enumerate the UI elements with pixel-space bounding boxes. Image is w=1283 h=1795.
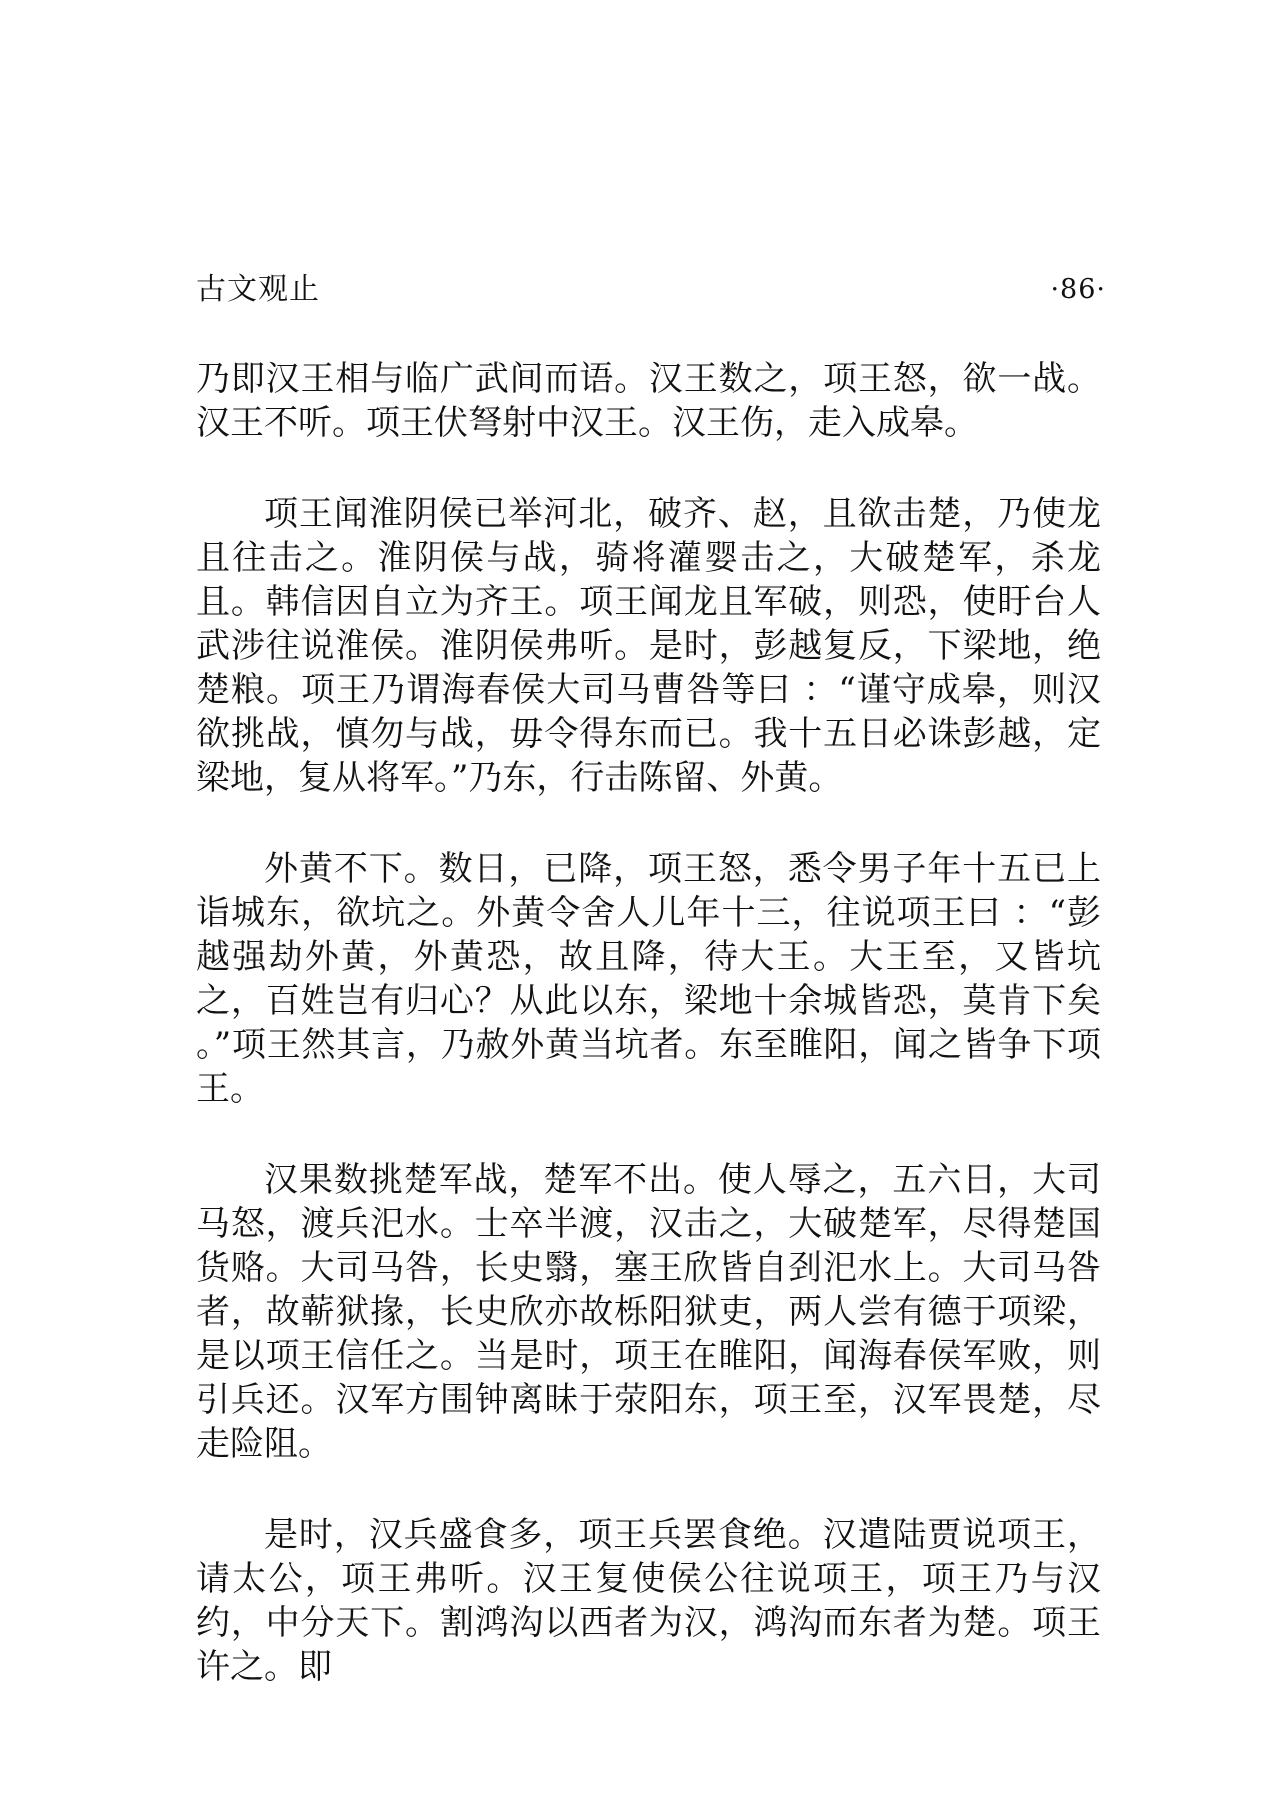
paragraph-5: 是时，汉兵盛食多，项王兵罢食绝。汉遣陆贾说项王，请太公，项王弗听。汉王复使侯公往说项王，项王乃与汉约，中分天下。割鸿沟以西者为汉，鸿沟而东者为楚。项王许之。即 [196,1515,1101,1687]
paragraph-2: 项王闻淮阴侯已举河北，破齐、赵，且欲击楚，乃使龙且往击之。淮阴侯与战，骑将灌婴击之，大破楚军，杀龙且。韩信因自立为齐王。项王闻龙且军破，则恐，使盱台人武涉往说淮侯。淮阴侯弗听。是时，彭越复反，下梁地，绝楚粮。项王乃谓海春侯大司马曹咎等曰 ：“谨守成皋，则汉欲挑战，慎勿与战，毋令得东而已。我十五日必诛彭越，定梁地，复从将军。”乃东，行击陈留、外黄。 [196,494,1101,798]
running-header [196,270,1106,310]
book-title: 古文观止 [196,272,320,307]
paragraph-1: 乃即汉王相与临广武间而语。汉王数之，项王怒，欲一战。汉王不听。项王伏弩射中汉王。汉王伤，走入成皋。 [196,359,1101,443]
paragraph-3: 外黄不下。数日，已降，项王怒，悉令男子年十五已上诣城东，欲坑之。外黄令舍人儿年十三，往说项王曰 ：“彭越强劫外黄，外黄恐，故且降，待大王。大王至，又皆坑之，百姓岂有归心？从此以东，梁地十余城皆恐，莫肯下矣 。”项王然其言，乃赦外黄当坑者。东至睢阳，闻之皆争下项王。 [196,849,1101,1109]
paragraph-4: 汉果数挑楚军战，楚军不出。使人辱之，五六日，大司马怒，渡兵汜水。士卒半渡，汉击之，大破楚军，尽得楚国货赂。大司马咎，长史翳，塞王欣皆自刭汜水上。大司马咎者，故蕲狱掾，长史欣亦故栎阳狱吏，两人尝有德于项梁，是以项王信任之。当是时，项王在睢阳，闻海春侯军败，则引兵还。汉军方围钟离昧于荥阳东，项王至，汉军畏楚，尽走险阻。 [196,1160,1101,1464]
body-text [196,357,1101,1736]
page-number: ·86· [1050,274,1106,305]
